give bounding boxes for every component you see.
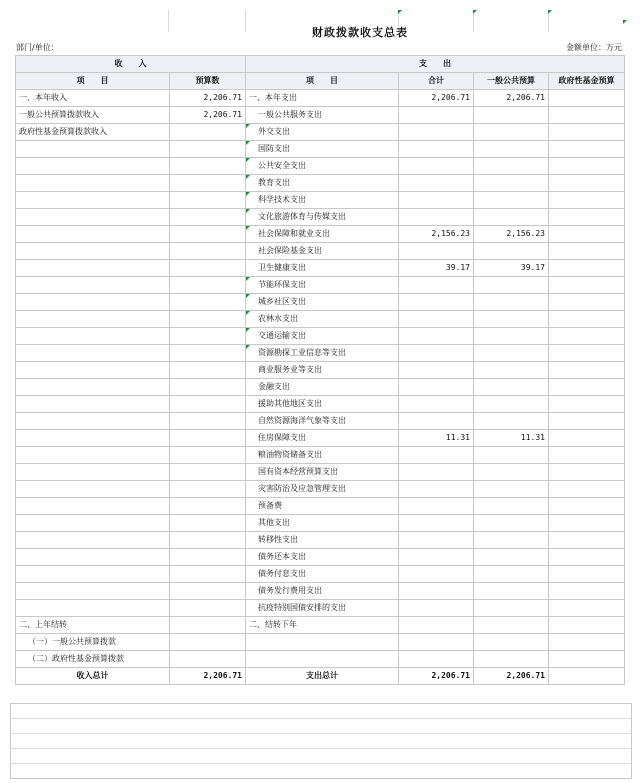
fund-budget-header: 政府性基金预算 — [549, 73, 625, 90]
income-value-cell — [170, 362, 246, 379]
table-row — [16, 651, 625, 668]
expense-item-cell: 国防支出 — [246, 141, 399, 158]
table-row — [16, 532, 625, 549]
empty-cell — [170, 651, 246, 668]
empty-cell — [549, 634, 625, 651]
general-budget-header: 一般公共预算 — [474, 73, 549, 90]
income-item-cell: 一般公共预算拨款收入 — [16, 107, 170, 124]
table-row — [16, 515, 625, 532]
expense-general-cell — [474, 175, 549, 192]
expense-fund-cell — [549, 600, 625, 617]
expense-general-cell — [474, 583, 549, 600]
expense-general-cell — [474, 532, 549, 549]
expense-general-cell — [474, 141, 549, 158]
expense-fund-cell — [549, 158, 625, 175]
expense-item-cell: 农林水支出 — [246, 311, 399, 328]
income-item-cell — [16, 464, 170, 481]
table-row — [16, 243, 625, 260]
income-item-cell: 一、本年收入 — [16, 90, 170, 107]
expense-general-cell: 11.31 — [474, 430, 549, 447]
income-value-cell — [170, 243, 246, 260]
empty-cell — [474, 634, 549, 651]
expense-item-cell: 商业服务业等支出 — [246, 362, 399, 379]
table-row — [16, 345, 625, 362]
empty-cell — [549, 651, 625, 668]
expense-item-cell: 社会保障和就业支出 — [246, 226, 399, 243]
income-value-cell — [170, 583, 246, 600]
report-title: 财政拨款收支总表 — [312, 26, 408, 39]
expense-general-cell — [474, 294, 549, 311]
expense-total-cell — [399, 464, 474, 481]
expense-total-cell: 11.31 — [399, 430, 474, 447]
expense-fund-cell — [549, 311, 625, 328]
expense-fund-cell — [549, 379, 625, 396]
expense-general-cell — [474, 192, 549, 209]
expense-general-cell — [474, 379, 549, 396]
expense-item-cell: 债务还本支出 — [246, 549, 399, 566]
expense-general-cell — [474, 600, 549, 617]
table-row — [16, 328, 625, 345]
expense-total-cell — [399, 175, 474, 192]
expense-fund-cell — [549, 294, 625, 311]
income-item-cell — [16, 277, 170, 294]
income-value-cell — [170, 464, 246, 481]
income-value-cell — [170, 549, 246, 566]
budget-header: 预算数 — [170, 73, 246, 90]
table-row — [16, 583, 625, 600]
income-item-cell — [16, 498, 170, 515]
income-item-cell — [16, 600, 170, 617]
table-row — [16, 90, 625, 107]
expense-item-cell: 金融支出 — [246, 379, 399, 396]
expense-fund-cell — [549, 107, 625, 124]
income-item-cell — [16, 209, 170, 226]
expense-item-cell: 一般公共服务支出 — [246, 107, 399, 124]
expense-fund-cell — [549, 90, 625, 107]
expense-fund-cell — [549, 141, 625, 158]
income-item-cell — [16, 294, 170, 311]
expense-general-cell — [474, 447, 549, 464]
unit-label: 金额单位：万元 — [566, 43, 622, 52]
expense-general-cell — [474, 328, 549, 345]
expense-total-cell — [399, 362, 474, 379]
expense-general-cell — [474, 481, 549, 498]
expense-total-cell: 2,206.71 — [399, 90, 474, 107]
income-value-cell — [170, 311, 246, 328]
expense-item-cell: 城乡社区支出 — [246, 294, 399, 311]
expense-total-cell: 39.17 — [399, 260, 474, 277]
expense-fund-cell — [549, 430, 625, 447]
expense-item-cell: 科学技术支出 — [246, 192, 399, 209]
expense-fund-cell — [549, 192, 625, 209]
income-item-cell — [16, 583, 170, 600]
table-row — [16, 566, 625, 583]
expense-general-cell — [474, 498, 549, 515]
income-value-cell — [170, 226, 246, 243]
expense-item-cell: 二、结转下年 — [246, 617, 399, 634]
expense-general-total-value: 2,206.71 — [474, 668, 549, 685]
income-value-cell — [170, 192, 246, 209]
income-value-cell — [170, 124, 246, 141]
expense-item-cell: 公共安全支出 — [246, 158, 399, 175]
table-row — [16, 141, 625, 158]
expense-total-cell — [399, 328, 474, 345]
expense-total-cell — [399, 192, 474, 209]
income-value-cell — [170, 277, 246, 294]
expense-general-cell — [474, 311, 549, 328]
table-row — [16, 107, 625, 124]
expense-total-label: 支出总计 — [246, 668, 399, 685]
table-row — [16, 430, 625, 447]
income-item-cell — [16, 158, 170, 175]
expense-fund-cell — [549, 481, 625, 498]
expense-total-cell: 2,156.23 — [399, 226, 474, 243]
expense-fund-cell — [549, 362, 625, 379]
expense-total-cell — [399, 413, 474, 430]
empty-grid-area — [10, 703, 632, 779]
income-item-cell — [16, 362, 170, 379]
expense-general-cell — [474, 396, 549, 413]
expense-total-cell — [399, 294, 474, 311]
income-item-cell — [16, 481, 170, 498]
table-row — [16, 413, 625, 430]
income-item-cell — [16, 532, 170, 549]
expense-item-cell: 粮油物资储备支出 — [246, 447, 399, 464]
expense-item-cell: 灾害防治及应急管理支出 — [246, 481, 399, 498]
expense-total-cell — [399, 345, 474, 362]
income-section-header: 收 入 — [16, 56, 246, 73]
expense-item-cell: 外交支出 — [246, 124, 399, 141]
income-item-cell — [16, 260, 170, 277]
table-row — [16, 634, 625, 651]
expense-general-cell — [474, 515, 549, 532]
expense-general-cell — [474, 362, 549, 379]
income-item-cell — [16, 566, 170, 583]
table-row — [16, 124, 625, 141]
expense-general-cell — [474, 277, 549, 294]
income-value-cell — [170, 617, 246, 634]
table-row — [16, 260, 625, 277]
table-row — [16, 617, 625, 634]
expense-total-cell — [399, 107, 474, 124]
expense-fund-cell — [549, 226, 625, 243]
income-value-cell — [170, 175, 246, 192]
income-value-cell — [170, 600, 246, 617]
table-row — [16, 464, 625, 481]
income-item-cell — [16, 413, 170, 430]
expense-fund-cell — [549, 532, 625, 549]
income-value-cell — [170, 294, 246, 311]
income-value-cell: 2,206.71 — [170, 107, 246, 124]
income-value-cell — [170, 430, 246, 447]
income-value-cell — [170, 498, 246, 515]
expense-fund-cell — [549, 209, 625, 226]
expense-general-cell — [474, 158, 549, 175]
table-row — [16, 158, 625, 175]
expense-total-cell — [399, 498, 474, 515]
expense-fund-cell — [549, 413, 625, 430]
expense-fund-cell — [549, 124, 625, 141]
summary-table — [15, 55, 625, 685]
expense-fund-cell — [549, 260, 625, 277]
expense-fund-cell — [549, 583, 625, 600]
expense-item-cell: 教育支出 — [246, 175, 399, 192]
expense-total-cell — [399, 447, 474, 464]
income-value-cell — [170, 260, 246, 277]
expense-item-cell: 债务付息支出 — [246, 566, 399, 583]
income-total-value: 2,206.71 — [170, 668, 246, 685]
expense-fund-cell — [549, 549, 625, 566]
expense-general-cell — [474, 243, 549, 260]
income-value-cell — [170, 447, 246, 464]
expense-item-cell: 转移性支出 — [246, 532, 399, 549]
empty-cell — [399, 634, 474, 651]
expense-general-cell — [474, 413, 549, 430]
expense-item-cell: 一、本年支出 — [246, 90, 399, 107]
income-item-header: 项 目 — [16, 73, 170, 90]
table-row — [16, 379, 625, 396]
income-item-cell — [16, 515, 170, 532]
expense-item-header: 项 目 — [246, 73, 399, 90]
expense-total-cell — [399, 158, 474, 175]
expense-item-cell: 自然资源海洋气象等支出 — [246, 413, 399, 430]
expense-item-cell: 资源勘探工业信息等支出 — [246, 345, 399, 362]
expense-item-cell: 抗疫特别国债安排的支出 — [246, 600, 399, 617]
table-row — [16, 362, 625, 379]
income-value-cell — [170, 379, 246, 396]
expense-general-cell — [474, 209, 549, 226]
income-item-cell — [16, 379, 170, 396]
expense-item-cell: 文化旅游体育与传媒支出 — [246, 209, 399, 226]
expense-general-cell — [474, 617, 549, 634]
empty-cell — [246, 651, 399, 668]
expense-total-cell — [399, 396, 474, 413]
table-row — [16, 209, 625, 226]
table-row — [16, 226, 625, 243]
comment-marker-icon — [398, 10, 402, 14]
table-row — [16, 175, 625, 192]
expense-fund-cell — [549, 396, 625, 413]
expense-total-cell — [399, 209, 474, 226]
expense-item-cell: 援助其他地区支出 — [246, 396, 399, 413]
expense-total-cell — [399, 583, 474, 600]
expense-item-cell: 预备费 — [246, 498, 399, 515]
expense-total-cell — [399, 515, 474, 532]
income-value-cell — [170, 345, 246, 362]
expense-total-cell — [399, 141, 474, 158]
income-value-cell — [170, 566, 246, 583]
expense-item-cell: 国有资本经营预算支出 — [246, 464, 399, 481]
income-item-cell — [16, 311, 170, 328]
income-item-cell — [16, 328, 170, 345]
expense-total-cell — [399, 311, 474, 328]
table-row — [16, 600, 625, 617]
expense-total-cell — [399, 617, 474, 634]
expense-item-cell: 交通运输支出 — [246, 328, 399, 345]
income-item-cell — [16, 447, 170, 464]
income-item-cell — [16, 549, 170, 566]
income-value-cell: 2,206.71 — [170, 90, 246, 107]
income-value-cell — [170, 515, 246, 532]
expense-fund-cell — [549, 498, 625, 515]
comment-marker-icon — [548, 10, 552, 14]
expense-fund-total-value — [549, 668, 625, 685]
expense-total-cell — [399, 600, 474, 617]
expense-item-cell: 社会保险基金支出 — [246, 243, 399, 260]
empty-cell — [474, 651, 549, 668]
expense-total-cell — [399, 566, 474, 583]
income-item-cell — [16, 175, 170, 192]
expense-total-cell — [399, 532, 474, 549]
expense-fund-cell — [549, 515, 625, 532]
income-value-cell — [170, 209, 246, 226]
expense-total-cell — [399, 124, 474, 141]
income-item-cell — [16, 243, 170, 260]
table-row — [16, 311, 625, 328]
income-value-cell — [170, 396, 246, 413]
expense-item-cell: 债务发行费用支出 — [246, 583, 399, 600]
income-item-cell — [16, 226, 170, 243]
expense-fund-cell — [549, 464, 625, 481]
table-row — [16, 498, 625, 515]
expense-fund-cell — [549, 566, 625, 583]
income-value-cell — [170, 328, 246, 345]
expense-general-cell — [474, 124, 549, 141]
expense-general-cell: 2,156.23 — [474, 226, 549, 243]
grid-line — [168, 10, 169, 32]
carryover-item-cell: （二）政府性基金预算拨款 — [16, 651, 170, 668]
expense-fund-cell — [549, 345, 625, 362]
comment-marker-icon — [623, 20, 627, 24]
expense-general-cell: 39.17 — [474, 260, 549, 277]
income-item-cell: 政府性基金预算拨款收入 — [16, 124, 170, 141]
expense-total-cell — [399, 243, 474, 260]
expense-total-cell — [399, 549, 474, 566]
income-item-cell: 二、上年结转 — [16, 617, 170, 634]
expense-general-cell: 2,206.71 — [474, 90, 549, 107]
total-header: 合计 — [399, 73, 474, 90]
table-row — [16, 277, 625, 294]
expense-total-cell — [399, 481, 474, 498]
expense-fund-cell — [549, 447, 625, 464]
carryover-item-cell: （一）一般公共预算拨款 — [16, 634, 170, 651]
income-item-cell — [16, 141, 170, 158]
expense-total-cell — [399, 379, 474, 396]
expense-fund-cell — [549, 243, 625, 260]
table-row — [16, 549, 625, 566]
expense-section-header: 支 出 — [246, 56, 625, 73]
income-value-cell — [170, 532, 246, 549]
expense-total-cell — [399, 277, 474, 294]
table-row — [16, 294, 625, 311]
expense-fund-cell — [549, 277, 625, 294]
table-row — [16, 481, 625, 498]
expense-fund-cell — [549, 175, 625, 192]
expense-item-cell: 节能环保支出 — [246, 277, 399, 294]
expense-fund-cell — [549, 617, 625, 634]
department-label: 部门/单位： — [16, 43, 59, 52]
expense-item-cell: 其他支出 — [246, 515, 399, 532]
expense-general-cell — [474, 464, 549, 481]
comment-marker-icon — [473, 10, 477, 14]
expense-general-cell — [474, 345, 549, 362]
income-item-cell — [16, 345, 170, 362]
empty-cell — [170, 634, 246, 651]
empty-cell — [399, 651, 474, 668]
expense-general-cell — [474, 107, 549, 124]
expense-general-cell — [474, 566, 549, 583]
expense-general-cell — [474, 549, 549, 566]
empty-cell — [246, 634, 399, 651]
table-row — [16, 192, 625, 209]
income-value-cell — [170, 481, 246, 498]
expense-item-cell: 卫生健康支出 — [246, 260, 399, 277]
table-row — [16, 447, 625, 464]
income-item-cell — [16, 430, 170, 447]
income-value-cell — [170, 413, 246, 430]
expense-fund-cell — [549, 328, 625, 345]
income-total-label: 收入总计 — [16, 668, 170, 685]
income-item-cell — [16, 396, 170, 413]
income-value-cell — [170, 158, 246, 175]
table-row — [16, 396, 625, 413]
expense-item-cell: 住房保障支出 — [246, 430, 399, 447]
income-value-cell — [170, 141, 246, 158]
income-item-cell — [16, 192, 170, 209]
expense-total-value: 2,206.71 — [399, 668, 474, 685]
